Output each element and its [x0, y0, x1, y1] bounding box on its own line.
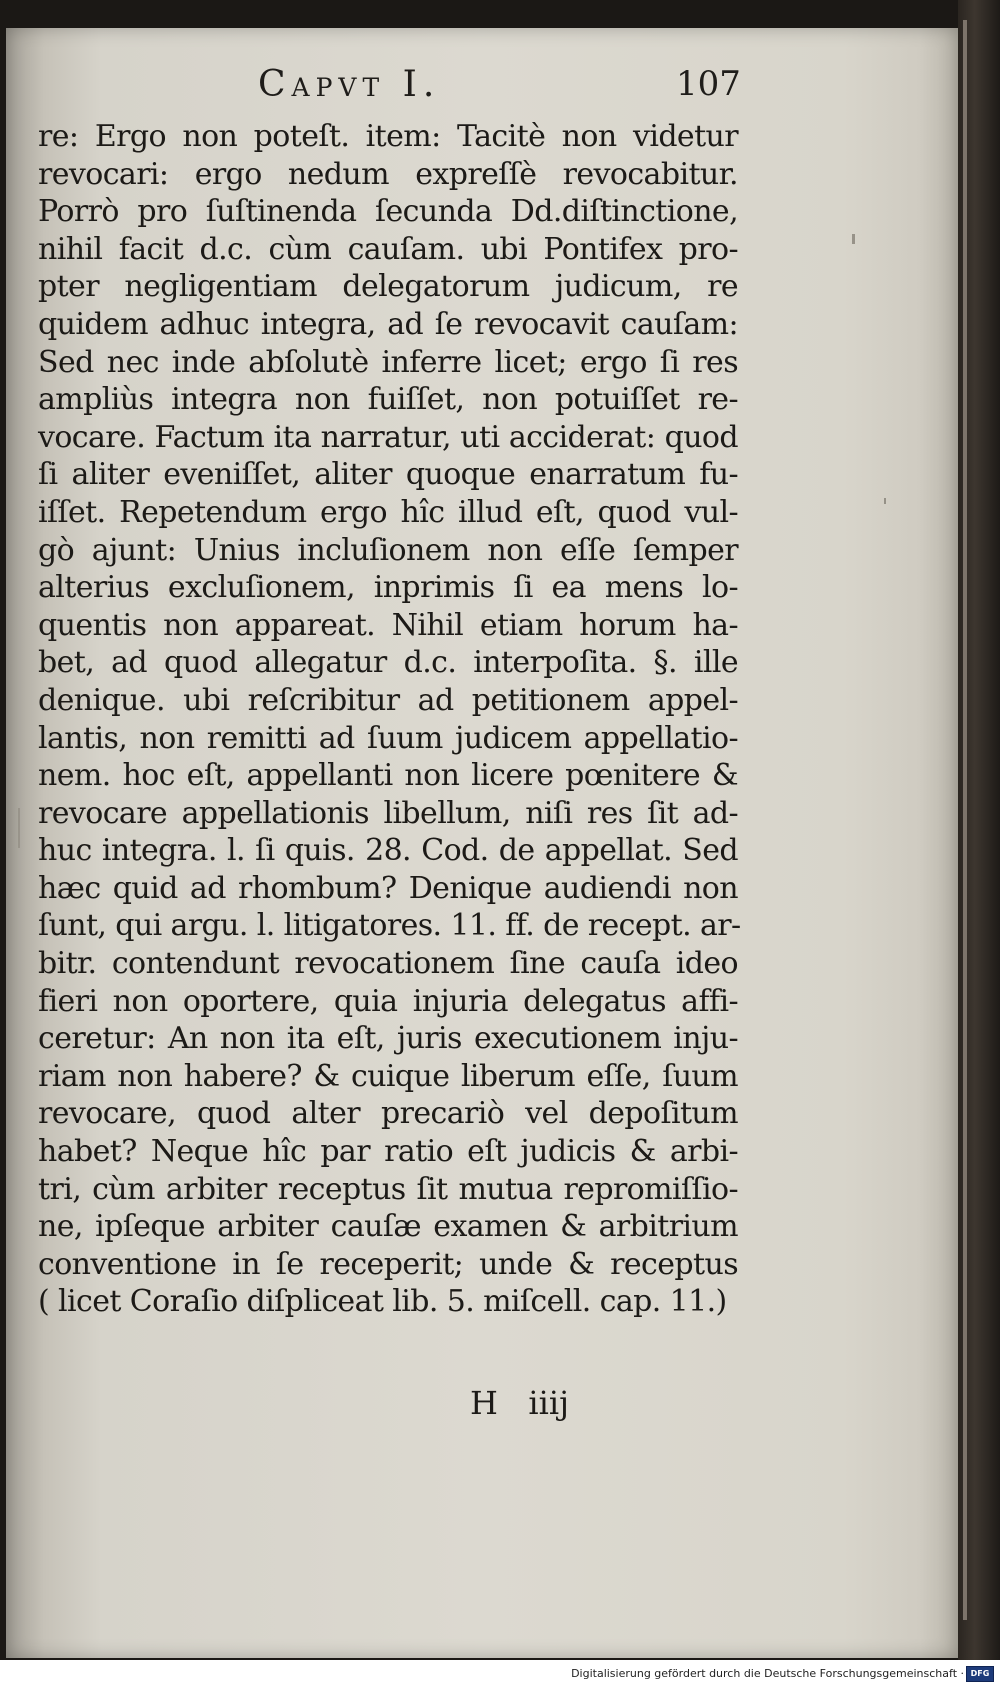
text-line: alterius excluſionem, inprimis ſi ea mens lo-: [38, 570, 738, 606]
paper-speck: [852, 234, 855, 244]
text-line: ne, ipſeque arbiter cauſæ examen & arbitrium: [38, 1209, 738, 1245]
running-head: Capvt I.: [258, 64, 441, 105]
text-line: hæc quid ad rhombum? Denique audiendi non: [38, 870, 738, 906]
dfg-logo: [966, 1666, 994, 1682]
page-header: [36, 64, 741, 114]
text-line: lantis, non remitti ad ſuum judicem appellatio-: [38, 720, 738, 756]
text-line: Porrò pro ſuſtinenda ſecunda Dd.diſtinctione,: [38, 194, 738, 230]
text-line: revocare, quod alter precariò vel depoſitum: [38, 1096, 738, 1132]
text-line: ( licet Coraſio diſpliceat lib. 5. miſcell. cap. 11.): [38, 1284, 727, 1320]
text-line: nihil facit d.c. cùm cauſam. ubi Pontifex pro-: [38, 231, 738, 267]
text-line: conventione in ſe receperit; unde & receptus: [38, 1246, 738, 1282]
text-line: ceretur: An non ita eſt, juris executionem inju-: [38, 1021, 738, 1057]
footer-bar: [0, 1660, 1000, 1688]
funding-credit: Digitalisierung gefördert durch die Deutsche Forschungsgemeinschaft ·: [571, 1667, 964, 1680]
text-line: iſſet. Repetendum ergo hîc illud eſt, quod vul-: [38, 494, 738, 530]
book-edge-stripe: [963, 20, 967, 1620]
text-line: huc integra. l. ſi quis. 28. Cod. de appellat. Sed: [38, 833, 738, 869]
paper-speck: [18, 808, 20, 848]
text-line: re: Ergo non poteſt. item: Tacitè non videtur: [38, 119, 738, 154]
paper-speck: [884, 498, 886, 504]
text-line: Sed nec inde abſolutè inferre licet; ergo ſi res: [38, 344, 738, 380]
text-line: tri, cùm arbiter receptus ſit mutua repromiſſio-: [38, 1171, 738, 1207]
text-line: habet? Neque hîc par ratio eſt judicis & arbi-: [38, 1134, 738, 1170]
text-line: vocare. Factum ita narratur, uti acciderat: quod: [38, 419, 738, 455]
text-line: fieri non oportere, quia injuria delegatus affi-: [38, 983, 738, 1019]
text-line: pter negligentiam delegatorum judicum, re: [38, 269, 738, 305]
text-line: bet, ad quod allegatur d.c. interpoſita. §. ille: [38, 645, 738, 681]
text-line: quentis non appareat. Nihil etiam horum ha-: [38, 607, 738, 643]
dfg-logo-text: DFG: [970, 1669, 990, 1678]
text-line: ſunt, qui argu. l. litigatores. 11. ff. de recept. ar-: [38, 908, 741, 944]
text-line: riam non habere? & cuique liberum eſſe, ſuum: [38, 1058, 738, 1094]
text-line: bitr. contendunt revocationem ſine cauſa ideo: [38, 946, 738, 982]
text-line: revocare appellationis libellum, niſi res ſit ad-: [38, 795, 738, 831]
signature-mark: H iiij: [470, 1384, 570, 1422]
text-line: ampliùs integra non fuiſſet, non potuiſſet re-: [38, 382, 738, 418]
page-number: 107: [676, 64, 741, 104]
text-line: nem. hoc eſt, appellanti non licere pœnitere &: [38, 758, 738, 794]
text-line: revocari: ergo nedum expreſſè revocabitur.: [38, 156, 738, 192]
text-line: quidem adhuc integra, ad ſe revocavit cauſam:: [38, 306, 738, 342]
text-line: ſi aliter eveniſſet, aliter quoque enarratum fu-: [38, 457, 738, 493]
text-line: denique. ubi reſcribitur ad petitionem appel-: [38, 682, 738, 718]
text-line: gò ajunt: Unius incluſionem non eſſe ſemper: [38, 532, 738, 568]
body-text: [38, 118, 741, 1321]
